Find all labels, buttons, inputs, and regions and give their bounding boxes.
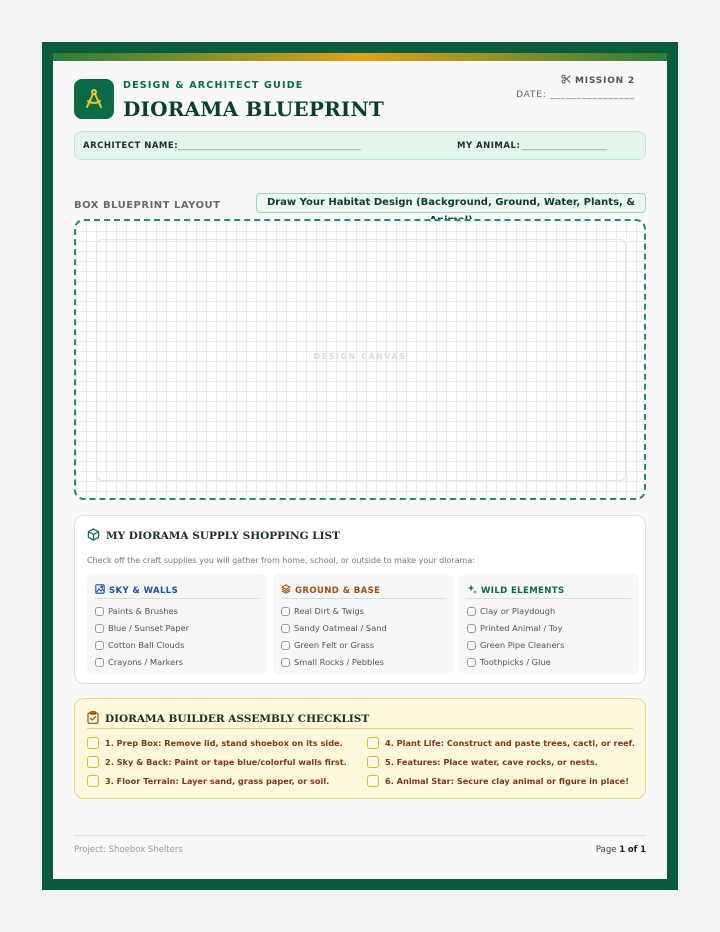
checkbox[interactable] [367,775,379,787]
supply-shopping-list [74,515,646,684]
page-frame [42,42,678,890]
assembly-step[interactable]: 5. Features: Place water, cave rocks, or nests. [367,756,598,768]
assembly-step[interactable]: 1. Prep Box: Remove lid, stand shoebox on its side. [87,737,343,749]
assembly-checklist [74,698,646,799]
checkbox[interactable] [281,641,290,650]
supply-column-title: GROUND & BASE [295,585,381,596]
checkbox[interactable] [467,641,476,650]
canvas-caption: DESIGN CANVAS [313,352,407,361]
supply-column-title: WILD ELEMENTS [481,585,565,596]
checkbox[interactable] [281,658,290,667]
supply-item[interactable]: Sandy Oatmeal / Sand [281,623,387,633]
checkbox[interactable] [281,624,290,633]
supply-column-header [467,583,631,599]
architect-name-field[interactable]: ___________________________________________ [178,141,361,151]
checkbox[interactable] [467,658,476,667]
supply-column-header [281,583,445,599]
supply-title: MY DIORAMA SUPPLY SHOPPING LIST [106,530,340,542]
supply-item[interactable]: Real Dirt & Twigs [281,606,364,616]
compass-logo-icon [74,79,114,119]
architect-name-label: ARCHITECT NAME: [83,141,179,151]
supply-column-sky-walls [87,574,267,674]
checkbox[interactable] [467,624,476,633]
clipboard-check-icon [87,711,99,727]
assembly-title: DIORAMA BUILDER ASSEMBLY CHECKLIST [105,713,370,725]
cube-icon [87,528,100,544]
worksheet-page [53,53,667,879]
footer-page-number: Page 1 of 1 [595,845,646,855]
supply-column-title: SKY & WALLS [109,585,179,596]
supply-item[interactable]: Toothpicks / Glue [467,657,551,667]
date-field[interactable]: DATE: ________________ [516,90,635,100]
sparkle-icon [467,584,477,597]
assembly-step[interactable]: 4. Plant Life: Construct and paste trees, cacti, or reef. [367,737,635,749]
footer-divider [74,835,646,836]
checkbox[interactable] [95,641,104,650]
checkbox[interactable] [281,607,290,616]
blueprint-instruction: Draw Your Habitat Design (Background, Ground, Water, Plants, & [256,193,646,213]
supply-item[interactable]: Cotton Ball Clouds [95,640,184,650]
supply-item[interactable]: Paints & Brushes [95,606,178,616]
supply-item[interactable]: Crayons / Markers [95,657,183,667]
my-animal-field[interactable]: ____________________ [522,141,607,151]
page-title: DIORAMA BLUEPRINT [123,97,385,121]
supply-item[interactable]: Clay or Playdough [467,606,555,616]
checkbox[interactable] [87,775,99,787]
assembly-step[interactable]: 6. Animal Star: Secure clay animal or figure in place! [367,775,629,787]
assembly-step[interactable]: 3. Floor Terrain: Layer sand, grass paper, or soil. [87,775,329,787]
supply-column-wild-elements [459,574,639,674]
guide-subtitle: DESIGN & ARCHITECT GUIDE [123,80,304,91]
supply-item[interactable]: Blue / Sunset Paper [95,623,189,633]
supply-column-header [95,583,259,599]
checkbox[interactable] [367,756,379,768]
design-canvas[interactable] [74,219,646,500]
supply-column-ground-base [273,574,453,674]
blueprint-section-label: BOX BLUEPRINT LAYOUT [74,200,221,211]
checkbox[interactable] [95,624,104,633]
mission-label [561,74,635,87]
name-bar [74,131,646,160]
assembly-step[interactable]: 2. Sky & Back: Paint or tape blue/colorful walls first. [87,756,347,768]
supply-description: Check off the craft supplies you will gather from home, school, or outside to make your diorama: [87,556,475,565]
checkbox[interactable] [367,737,379,749]
gradient-top-bar [53,53,667,61]
my-animal-label: MY ANIMAL: [457,141,521,151]
image-icon [95,584,105,597]
checkbox[interactable] [87,737,99,749]
checkbox[interactable] [95,658,104,667]
assembly-divider [87,728,633,729]
assembly-heading [87,711,369,727]
supply-item[interactable]: Green Felt or Grass [281,640,374,650]
checkbox[interactable] [467,607,476,616]
supply-item[interactable]: Green Pipe Cleaners [467,640,564,650]
supply-item[interactable]: Printed Animal / Toy [467,623,563,633]
layers-icon [281,584,291,597]
supply-item[interactable]: Small Rocks / Pebbles [281,657,384,667]
checkbox[interactable] [95,607,104,616]
scissors-icon [561,74,571,87]
supply-heading [87,528,340,544]
checkbox[interactable] [87,756,99,768]
mission-text: MISSION 2 [575,75,635,86]
footer-project: Project: Shoebox Shelters [74,845,183,855]
